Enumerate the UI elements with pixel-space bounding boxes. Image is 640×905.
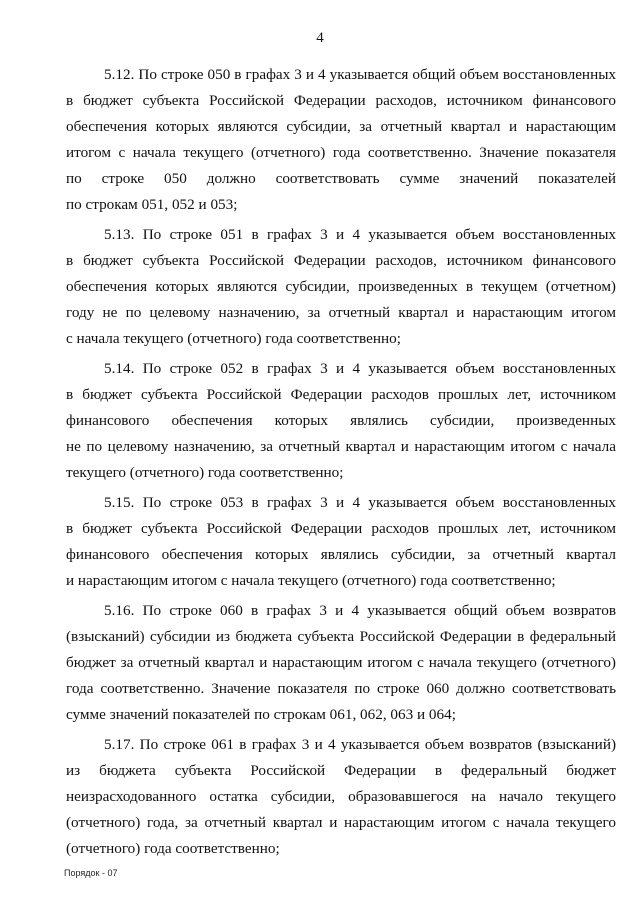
text-line: обеспечения которых являются субсидии, за отчетный квартал и нарастающим	[66, 118, 616, 135]
text-line: с начала текущего (отчетного) года соответственно;	[66, 330, 401, 347]
text-line: из бюджета субъекта Российской Федерации в федеральный бюджет	[66, 762, 616, 779]
text-line: текущего (отчетного) года соответственно;	[66, 464, 344, 481]
text-line: 5.17. По строке 061 в графах 3 и 4 указывается объем возвратов (взысканий)	[104, 736, 616, 753]
text-line: итогом с начала текущего (отчетного) года соответственно. Значение показателя	[66, 144, 616, 161]
text-line: не по целевому назначению, за отчетный квартал и нарастающим итогом с начала	[66, 438, 616, 455]
text-line: 5.13. По строке 051 в графах 3 и 4 указывается объем восстановленных	[104, 226, 616, 243]
text-line: бюджет за отчетный квартал и нарастающим итогом с начала текущего (отчетного)	[66, 654, 616, 671]
text-line: в бюджет субъекта Российской Федерации расходов, источником финансового	[66, 92, 616, 109]
text-line: 5.12. По строке 050 в графах 3 и 4 указывается общий объем восстановленных	[104, 66, 616, 83]
text-line: года соответственно. Значение показателя по строке 060 должно соответствовать	[66, 680, 616, 697]
page-number: 4	[316, 30, 324, 46]
text-line: в бюджет субъекта Российской Федерации расходов прошлых лет, источником	[66, 386, 616, 403]
text-line: финансового обеспечения которых являлись субсидии, произведенных	[66, 412, 616, 429]
text-line: 5.15. По строке 053 в графах 3 и 4 указывается объем восстановленных	[104, 494, 616, 511]
document-body	[66, 62, 616, 866]
text-line: сумме значений показателей по строкам 061, 062, 063 и 064;	[66, 706, 456, 723]
text-line: по строке 050 должно соответствовать сумме значений показателей	[66, 170, 616, 187]
text-line: неизрасходованного остатка субсидии, образовавшегося на начало текущего	[66, 788, 616, 805]
text-line: 5.14. По строке 052 в графах 3 и 4 указывается объем восстановленных	[104, 360, 616, 377]
paragraph-5-13	[66, 222, 616, 352]
paragraph-5-15	[66, 490, 616, 594]
text-line: обеспечения которых являются субсидии, произведенных в текущем (отчетном)	[66, 278, 616, 295]
text-line: (отчетного) года соответственно;	[66, 840, 280, 857]
paragraph-5-17	[66, 732, 616, 862]
text-line: 5.16. По строке 060 в графах 3 и 4 указывается общий объем возвратов	[104, 602, 616, 619]
text-line: в бюджет субъекта Российской Федерации расходов прошлых лет, источником	[66, 520, 616, 537]
text-line: по строкам 051, 052 и 053;	[66, 196, 238, 213]
paragraph-5-16	[66, 598, 616, 728]
text-line: финансового обеспечения которых являлись субсидии, за отчетный квартал	[66, 546, 616, 563]
paragraph-5-12	[66, 62, 616, 218]
paragraph-5-14	[66, 356, 616, 486]
text-line: году не по целевому назначению, за отчетный квартал и нарастающим итогом	[66, 304, 616, 321]
text-line: в бюджет субъекта Российской Федерации расходов, источником финансового	[66, 252, 616, 269]
text-line: (взысканий) субсидии из бюджета субъекта Российской Федерации в федеральный	[66, 628, 616, 645]
text-line: (отчетного) года, за отчетный квартал и нарастающим итогом с начала текущего	[66, 814, 616, 831]
text-line: и нарастающим итогом с начала текущего (отчетного) года соответственно;	[66, 572, 556, 589]
document-footer: Порядок - 07	[64, 868, 118, 878]
